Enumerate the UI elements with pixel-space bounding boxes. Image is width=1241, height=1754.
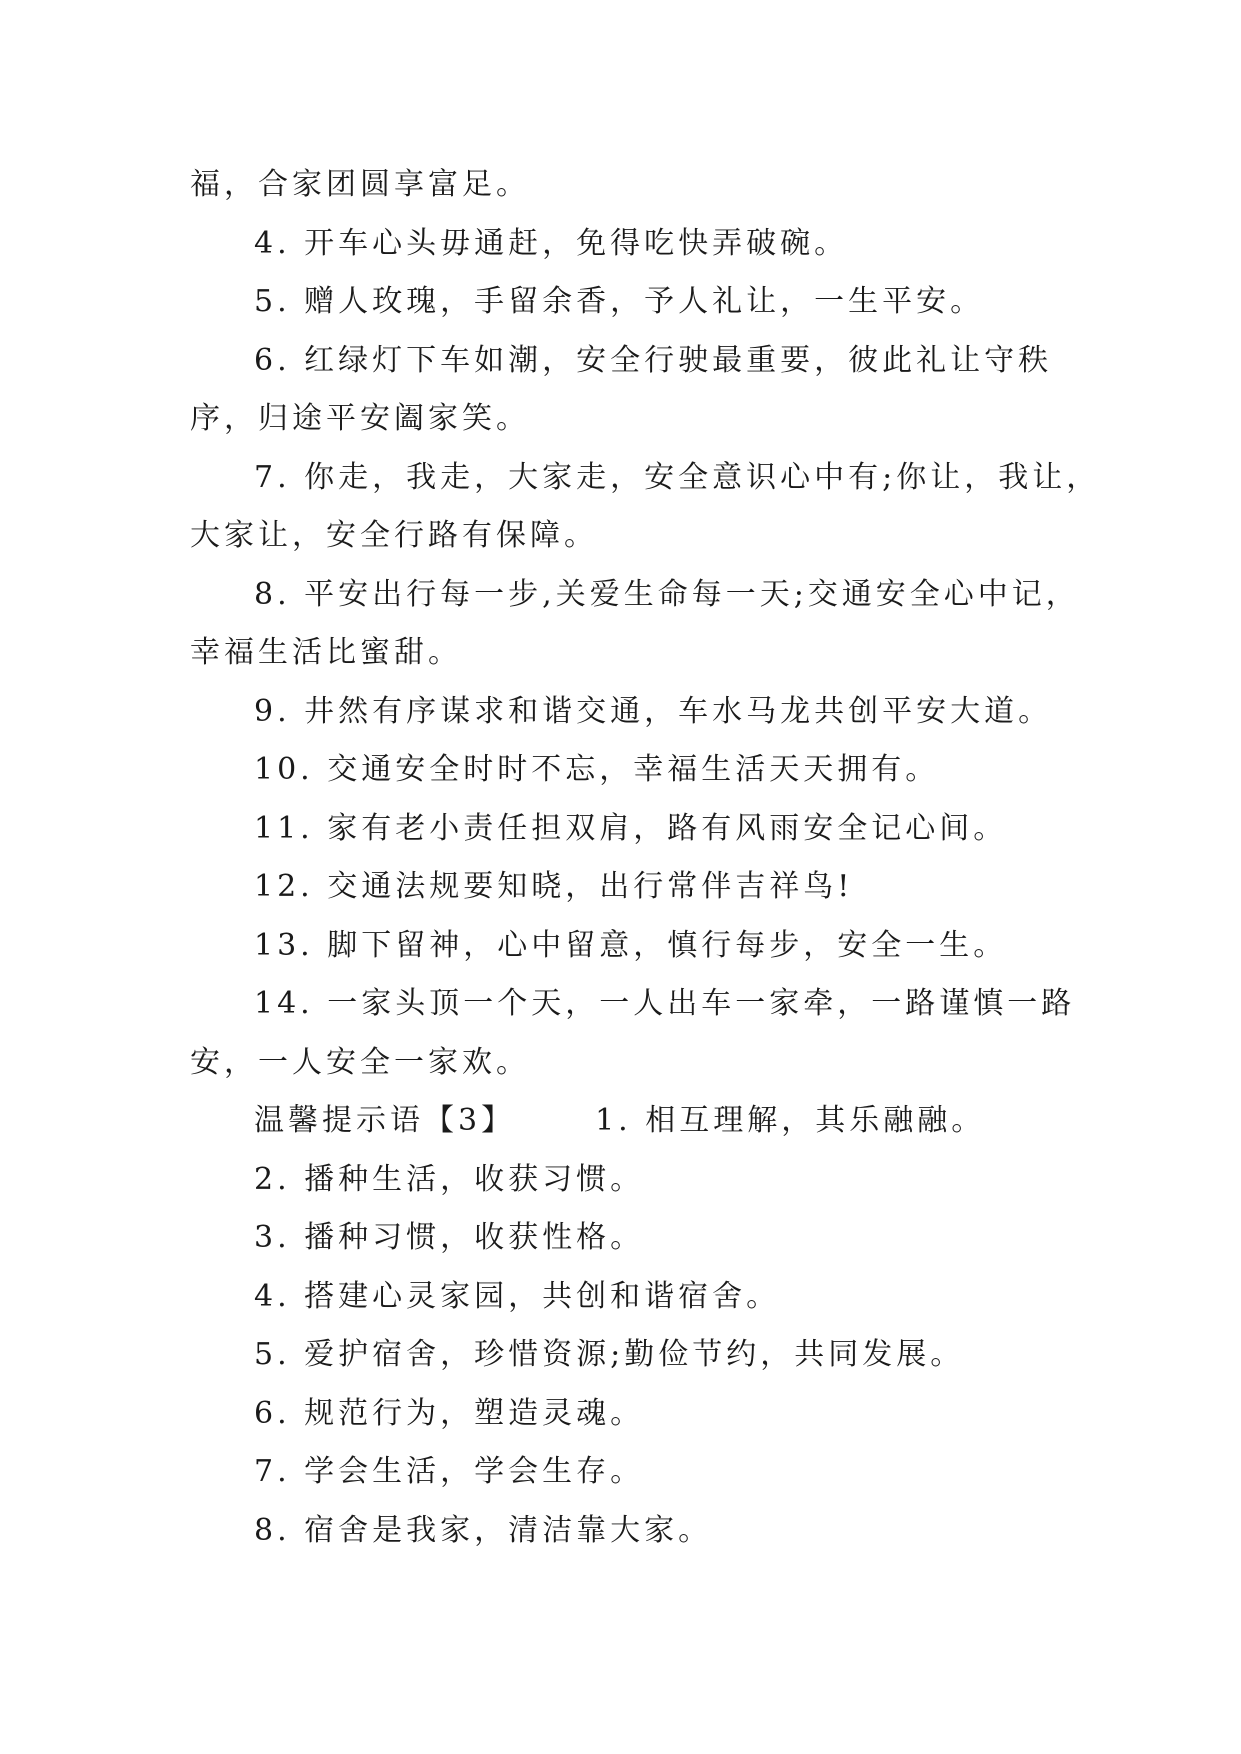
text-line: 4. 搭建心灵家园，共创和谐宿舍。 <box>254 1278 781 1314</box>
text-line: 6. 红绿灯下车如潮，安全行驶最重要，彼此礼让守秩 <box>254 342 1053 378</box>
text-line: 安，一人安全一家欢。 <box>190 1044 530 1080</box>
text-line: 9. 井然有序谋求和谐交通，车水马龙共创平安大道。 <box>254 693 1053 729</box>
text-line: 福，合家团圆享富足。 <box>190 167 530 202</box>
section-heading: 温馨提示语【3】 <box>254 1103 516 1138</box>
text-line: 7. 学会生活，学会生存。 <box>254 1454 645 1489</box>
text-line: 2. 播种生活，收获习惯。 <box>254 1161 645 1197</box>
text-line: 13. 脚下留神，心中留意，慎行每步，安全一生。 <box>254 927 1008 963</box>
section-heading-line <box>190 1092 1052 1151</box>
text-line: 7. 你走，我走，大家走，安全意识心中有;你让，我让， <box>254 459 1101 495</box>
text-line: 5. 爱护宿舍，珍惜资源;勤俭节约，共同发展。 <box>254 1337 965 1372</box>
text-line: 1. 相互理解，其乐融融。 <box>595 1103 986 1138</box>
text-line: 8. 平安出行每一步,关爱生命每一天;交通安全心中记， <box>254 576 1080 612</box>
text-line: 6. 规范行为，塑造灵魂。 <box>254 1395 645 1431</box>
text-line: 4. 开车心头毋通赶，免得吃快弄破碗。 <box>254 225 849 261</box>
text-line: 14. 一家头顶一个天，一人出车一家牵，一路谨慎一路 <box>254 986 1076 1021</box>
text-line: 大家让，安全行路有保障。 <box>190 518 598 553</box>
text-line: 幸福生活比蜜甜。 <box>190 635 462 670</box>
text-line: 11. 家有老小责任担双肩，路有风雨安全记心间。 <box>254 810 1008 846</box>
document-body <box>190 156 1101 1560</box>
text-line: 10. 交通安全时时不忘，幸福生活天天拥有。 <box>254 752 940 787</box>
text-line: 序，归途平安阖家笑。 <box>190 401 530 436</box>
text-line: 5. 赠人玫瑰，手留余香，予人礼让，一生平安。 <box>254 284 985 319</box>
text-line: 3. 播种习惯，收获性格。 <box>254 1220 645 1255</box>
text-line: 12. 交通法规要知晓，出行常伴吉祥鸟! <box>254 869 854 904</box>
text-line: 8. 宿舍是我家，清洁靠大家。 <box>254 1512 713 1548</box>
